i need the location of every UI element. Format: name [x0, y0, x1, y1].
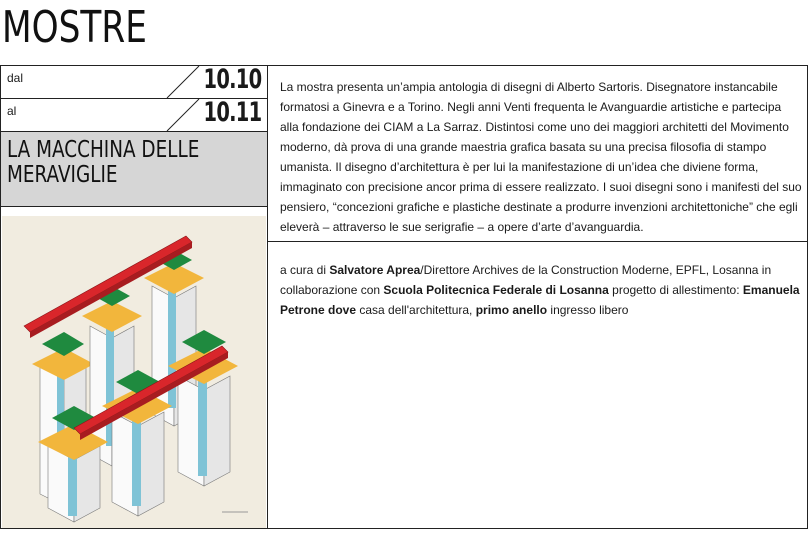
curator-name: Salvatore Aprea — [329, 263, 421, 277]
exhibition-title-box — [1, 132, 267, 207]
where-text: casa dell'architettura, — [356, 303, 476, 317]
date-divider-slash — [161, 66, 201, 98]
design-text: progetto di allestimento: — [608, 283, 743, 297]
entry-info: ingresso libero — [547, 303, 629, 317]
date-from-row — [1, 66, 267, 99]
info-column — [1, 66, 268, 528]
designer-name: Emanuela Petrone — [280, 283, 800, 317]
exhibition-card — [0, 65, 808, 529]
date-to-value: 10.11 — [203, 97, 261, 128]
exhibition-description: La mostra presenta un’ampia antologia di disegni di Alberto Sartoris. Disegnatore instancabile formatosi a Ginevra e a Torino. Negli anni Venti frequenta le Avanguardie artistiche e partecipa alla fondazione dei CIAM a La Sarraz. Distintosi come uno dei maggiori architetti del Movimento moderno, dà prova di una grande maestria grafica basata su una precisa filosofia di stampo umanista. Il disegno d’architettura è per lui la manifestazione di un’idea che diviene forma, immaginato con precisione ancor prima di essere realizzato. I suoi disegni sono i manifesti del suo pensiero, “concezioni grafiche e plastiche destinate a produrre invenzioni architettoniche” che egli eleverà – attraverso le sue serigrafie – a opere d’arte d’avanguardia. — [280, 80, 802, 234]
curator-role: /Direttore Archives de la Construction Moderne, EPFL, Losanna in collaborazione con — [280, 263, 772, 297]
architecture-drawing-image — [2, 216, 266, 528]
credits-prefix: a cura di — [280, 263, 330, 277]
page-title: MOSTRE — [2, 2, 147, 53]
date-to-label: al — [7, 104, 17, 118]
date-divider-slash — [161, 99, 201, 131]
date-to-row — [1, 99, 267, 132]
artwork-image — [2, 216, 266, 528]
exhibition-credits — [280, 260, 802, 320]
partner-name: Scuola Politecnica Federale di Losanna — [383, 283, 609, 297]
divider — [268, 241, 808, 242]
date-from-value: 10.10 — [203, 64, 261, 95]
exhibition-title: LA MACCHINA DELLE MERAVIGLIE — [7, 137, 200, 188]
where-label: dove — [324, 303, 357, 317]
date-from-label: dal — [7, 71, 24, 85]
floor-info: primo anello — [475, 303, 548, 317]
